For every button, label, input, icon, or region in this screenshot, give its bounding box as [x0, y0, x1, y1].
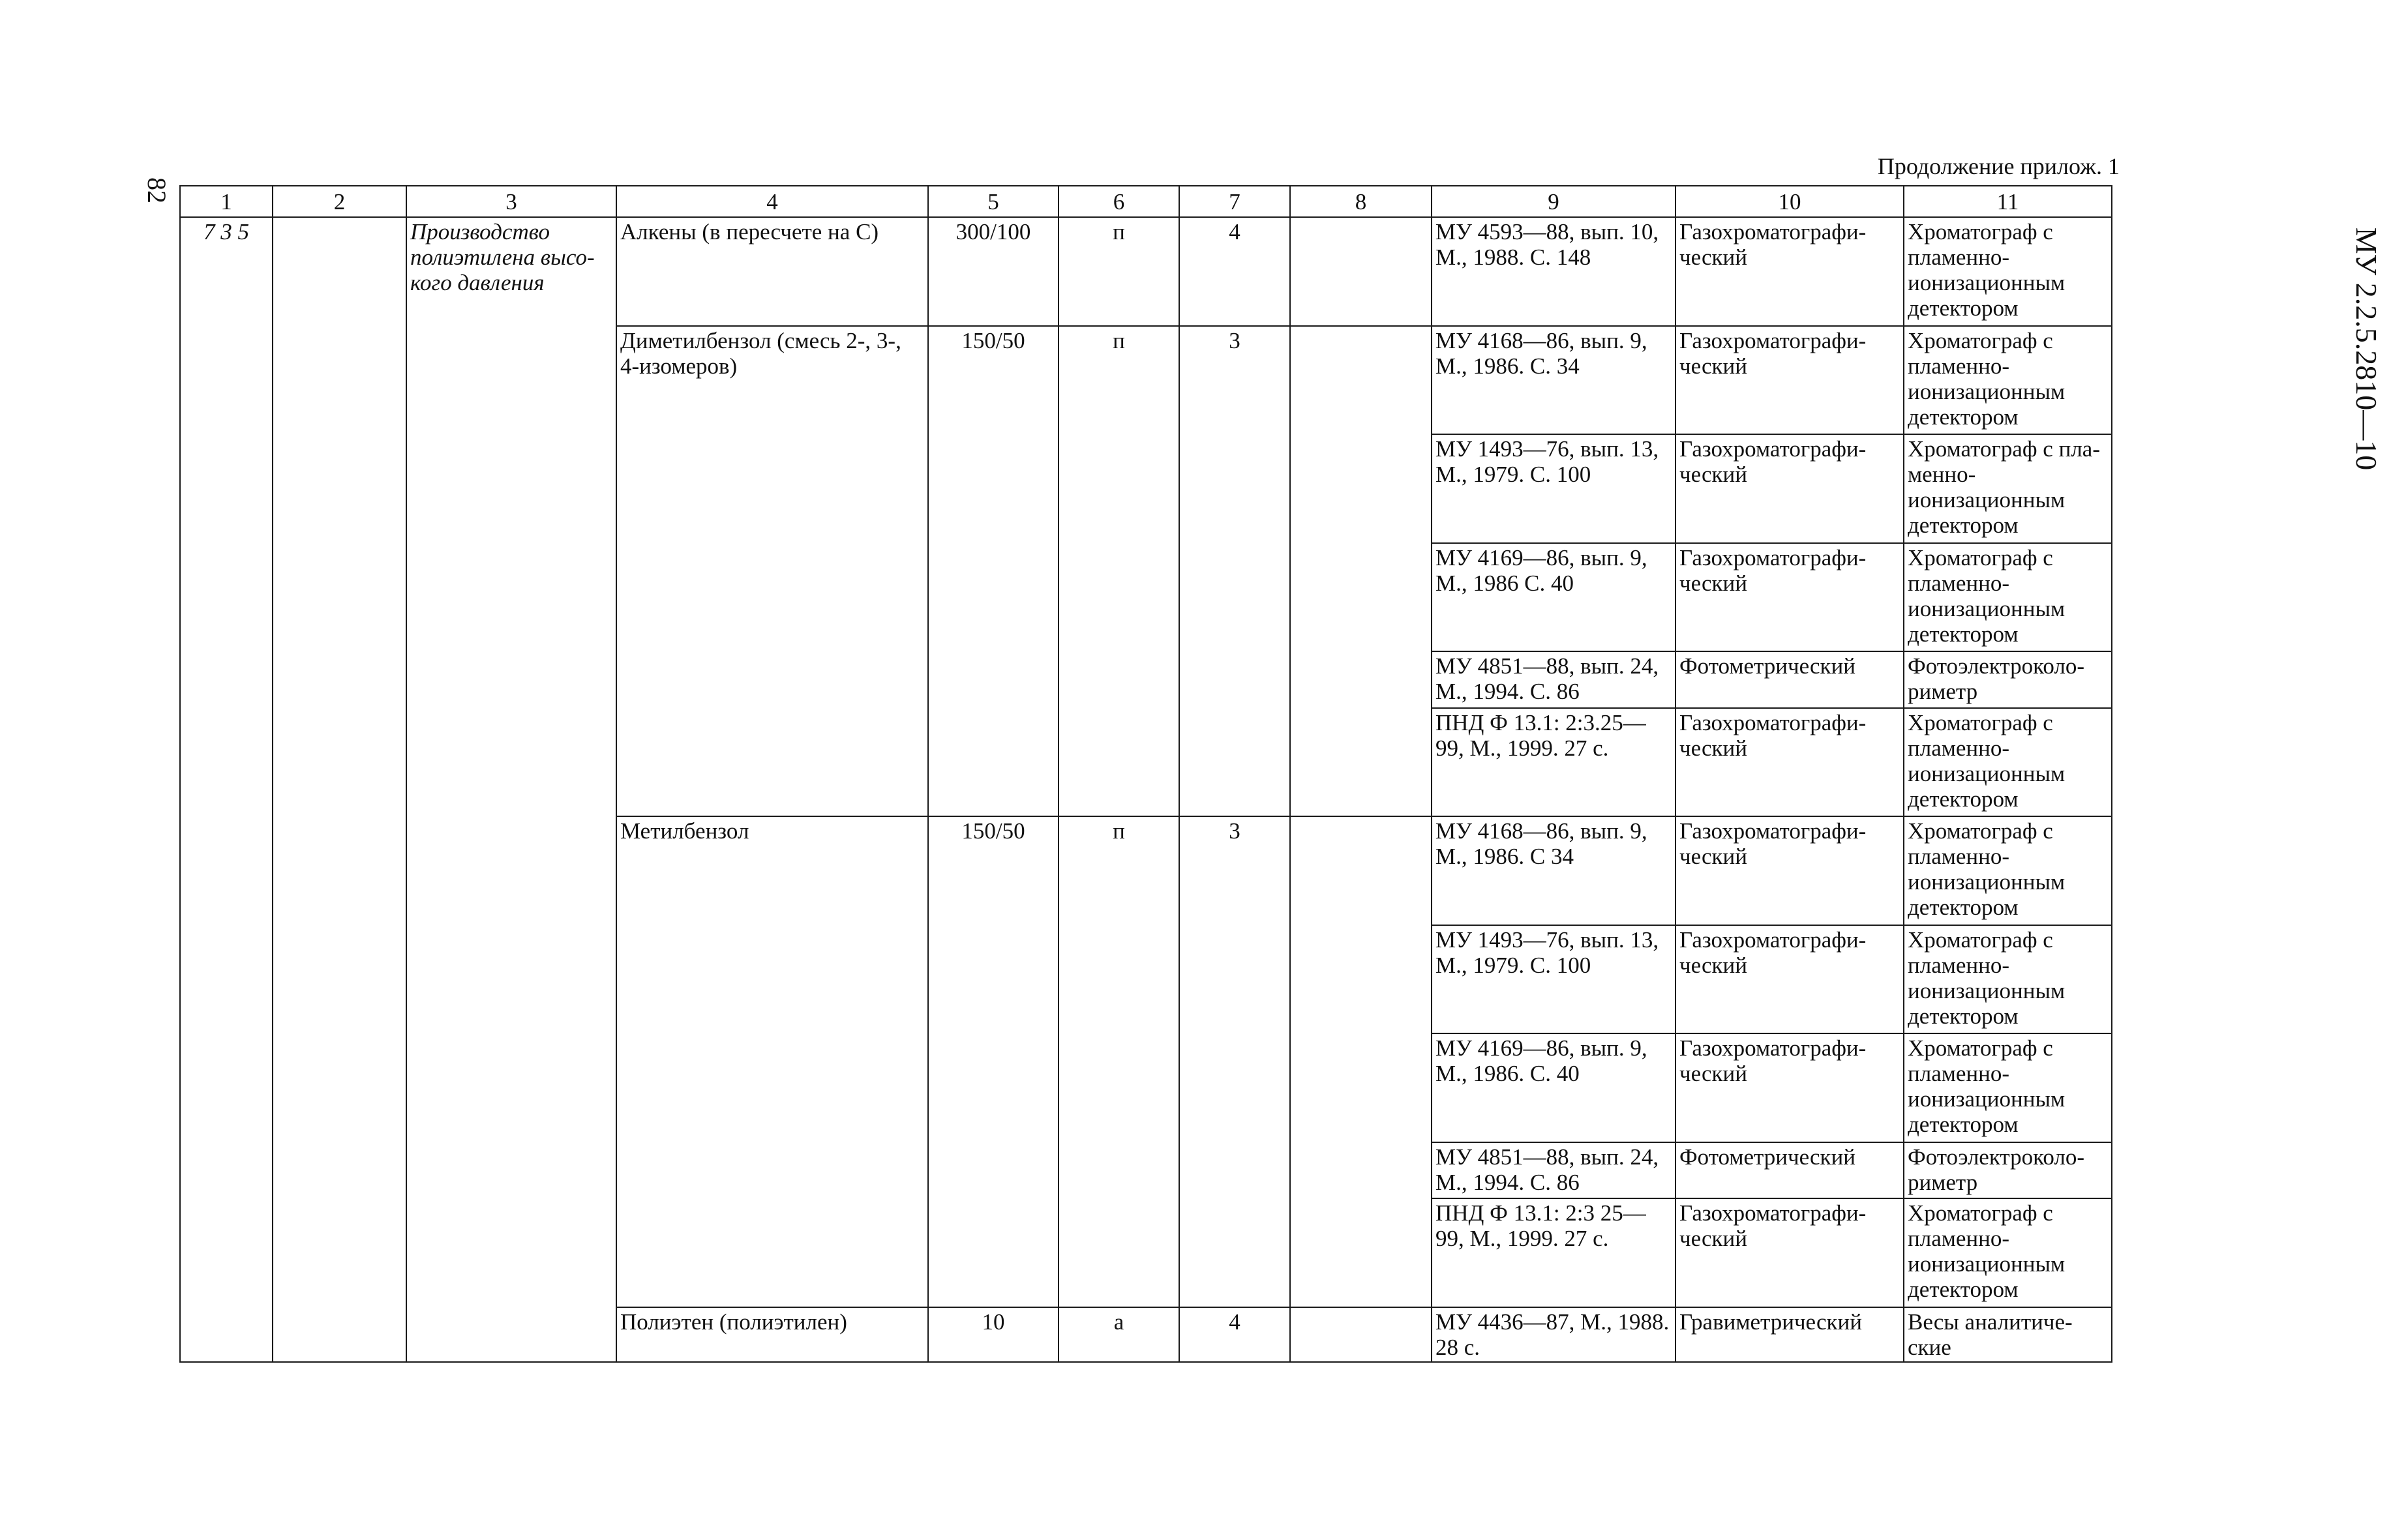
method-doc-cell: МУ 4851—88, вып. 24, М., 1994. С. 86 — [1432, 651, 1675, 707]
appendix-table — [179, 185, 2112, 1363]
pdk-cell: 10 — [928, 1307, 1059, 1362]
method-doc-cell: МУ 4851—88, вып. 24, М., 1994. С. 86 — [1432, 1142, 1675, 1198]
row-number-cell: 7 3 5 — [180, 217, 273, 1362]
header-cell: 4 — [616, 186, 928, 217]
header-cell: 7 — [1179, 186, 1290, 217]
document-code: МУ 2.2.5.2810—10 — [2350, 227, 2383, 471]
hazard-class-cell: 4 — [1179, 217, 1290, 326]
continuation-note: Продолжение прилож. 1 — [1877, 153, 2120, 179]
pdk-cell: 150/50 — [928, 326, 1059, 817]
header-cell: 2 — [273, 186, 406, 217]
page-number: 82 — [142, 177, 172, 203]
substance-name-cell: Полиэтен (полиэтилен) — [616, 1307, 928, 1362]
method-type-cell: Газохроматографи-ческий — [1675, 217, 1904, 326]
method-type-cell: Газохроматографи-ческий — [1675, 1198, 1904, 1307]
production-cell: Производство полиэтилена высо-кого давления — [406, 217, 616, 1362]
header-cell: 11 — [1904, 186, 2112, 217]
method-type-cell: Газохроматографи-ческий — [1675, 816, 1904, 925]
state-cell: п — [1059, 326, 1179, 817]
header-cell: 5 — [928, 186, 1059, 217]
state-cell: п — [1059, 816, 1179, 1307]
device-cell: Хроматограф с пламенно-ионизационным детектором — [1904, 708, 2112, 817]
device-cell: Хроматограф с пламенно-ионизационным детектором — [1904, 543, 2112, 652]
device-cell: Хроматограф с пламенно-ионизационным детектором — [1904, 925, 2112, 1034]
substance-name-cell: Метилбензол — [616, 816, 928, 1307]
method-type-cell: Газохроматографи-ческий — [1675, 708, 1904, 817]
method-doc-cell: МУ 4168—86, вып. 9, М., 1986. С 34 — [1432, 816, 1675, 925]
table-row — [180, 217, 2112, 326]
method-doc-cell: МУ 1493—76, вып. 13, М., 1979. С. 100 — [1432, 434, 1675, 543]
device-cell: Фотоэлектроколо-риметр — [1904, 1142, 2112, 1198]
state-cell: п — [1059, 217, 1179, 326]
method-type-cell: Газохроматографи-ческий — [1675, 1033, 1904, 1142]
header-cell: 9 — [1432, 186, 1675, 217]
method-type-cell: Гравиметрический — [1675, 1307, 1904, 1362]
method-type-cell: Фотометрический — [1675, 1142, 1904, 1198]
device-cell: Хроматограф с пла-менно-ионизационным детектором — [1904, 434, 2112, 543]
header-row — [180, 186, 2112, 217]
state-cell: а — [1059, 1307, 1179, 1362]
method-type-cell: Газохроматографи-ческий — [1675, 326, 1904, 435]
method-type-cell: Газохроматографи-ческий — [1675, 925, 1904, 1034]
device-cell: Фотоэлектроколо-риметр — [1904, 651, 2112, 707]
empty-cell — [1290, 217, 1432, 326]
method-doc-cell: МУ 4168—86, вып. 9, М., 1986. С. 34 — [1432, 326, 1675, 435]
method-doc-cell: ПНД Ф 13.1: 2:3 25—99, М., 1999. 27 с. — [1432, 1198, 1675, 1307]
hazard-class-cell: 4 — [1179, 1307, 1290, 1362]
substance-name-cell: Диметилбензол (смесь 2-, 3-, 4-изомеров) — [616, 326, 928, 817]
header-cell: 10 — [1675, 186, 1904, 217]
empty-cell — [1290, 1307, 1432, 1362]
method-doc-cell: МУ 1493—76, вып. 13, М., 1979. С. 100 — [1432, 925, 1675, 1034]
method-type-cell: Фотометрический — [1675, 651, 1904, 707]
header-cell: 6 — [1059, 186, 1179, 217]
pdk-cell: 300/100 — [928, 217, 1059, 326]
empty-cell — [1290, 326, 1432, 817]
method-type-cell: Газохроматографи-ческий — [1675, 434, 1904, 543]
device-cell: Хроматограф с пламенно-ионизационным детектором — [1904, 326, 2112, 435]
hazard-class-cell: 3 — [1179, 816, 1290, 1307]
method-type-cell: Газохроматографи-ческий — [1675, 543, 1904, 652]
header-cell: 8 — [1290, 186, 1432, 217]
method-doc-cell: МУ 4593—88, вып. 10, М., 1988. С. 148 — [1432, 217, 1675, 326]
header-cell: 3 — [406, 186, 616, 217]
device-cell: Хроматограф с пламенно-ионизационным детектором — [1904, 1033, 2112, 1142]
method-doc-cell: МУ 4169—86, вып. 9, М., 1986 С. 40 — [1432, 543, 1675, 652]
pdk-cell: 150/50 — [928, 816, 1059, 1307]
method-doc-cell: МУ 4436—87, М., 1988. 28 с. — [1432, 1307, 1675, 1362]
device-cell: Весы аналитиче-ские — [1904, 1307, 2112, 1362]
method-doc-cell: МУ 4169—86, вып. 9, М., 1986. С. 40 — [1432, 1033, 1675, 1142]
method-doc-cell: ПНД Ф 13.1: 2:3.25—99, М., 1999. 27 с. — [1432, 708, 1675, 817]
empty-cell — [1290, 816, 1432, 1307]
empty-cell — [273, 217, 406, 1362]
device-cell: Хроматограф с пламенно-ионизационным детектором — [1904, 816, 2112, 925]
hazard-class-cell: 3 — [1179, 326, 1290, 817]
device-cell: Хроматограф с пламенно-ионизационным детектором — [1904, 1198, 2112, 1307]
header-cell: 1 — [180, 186, 273, 217]
device-cell: Хроматограф с пламенно-ионизационным детектором — [1904, 217, 2112, 326]
substance-name-cell: Алкены (в пересчете на С) — [616, 217, 928, 326]
